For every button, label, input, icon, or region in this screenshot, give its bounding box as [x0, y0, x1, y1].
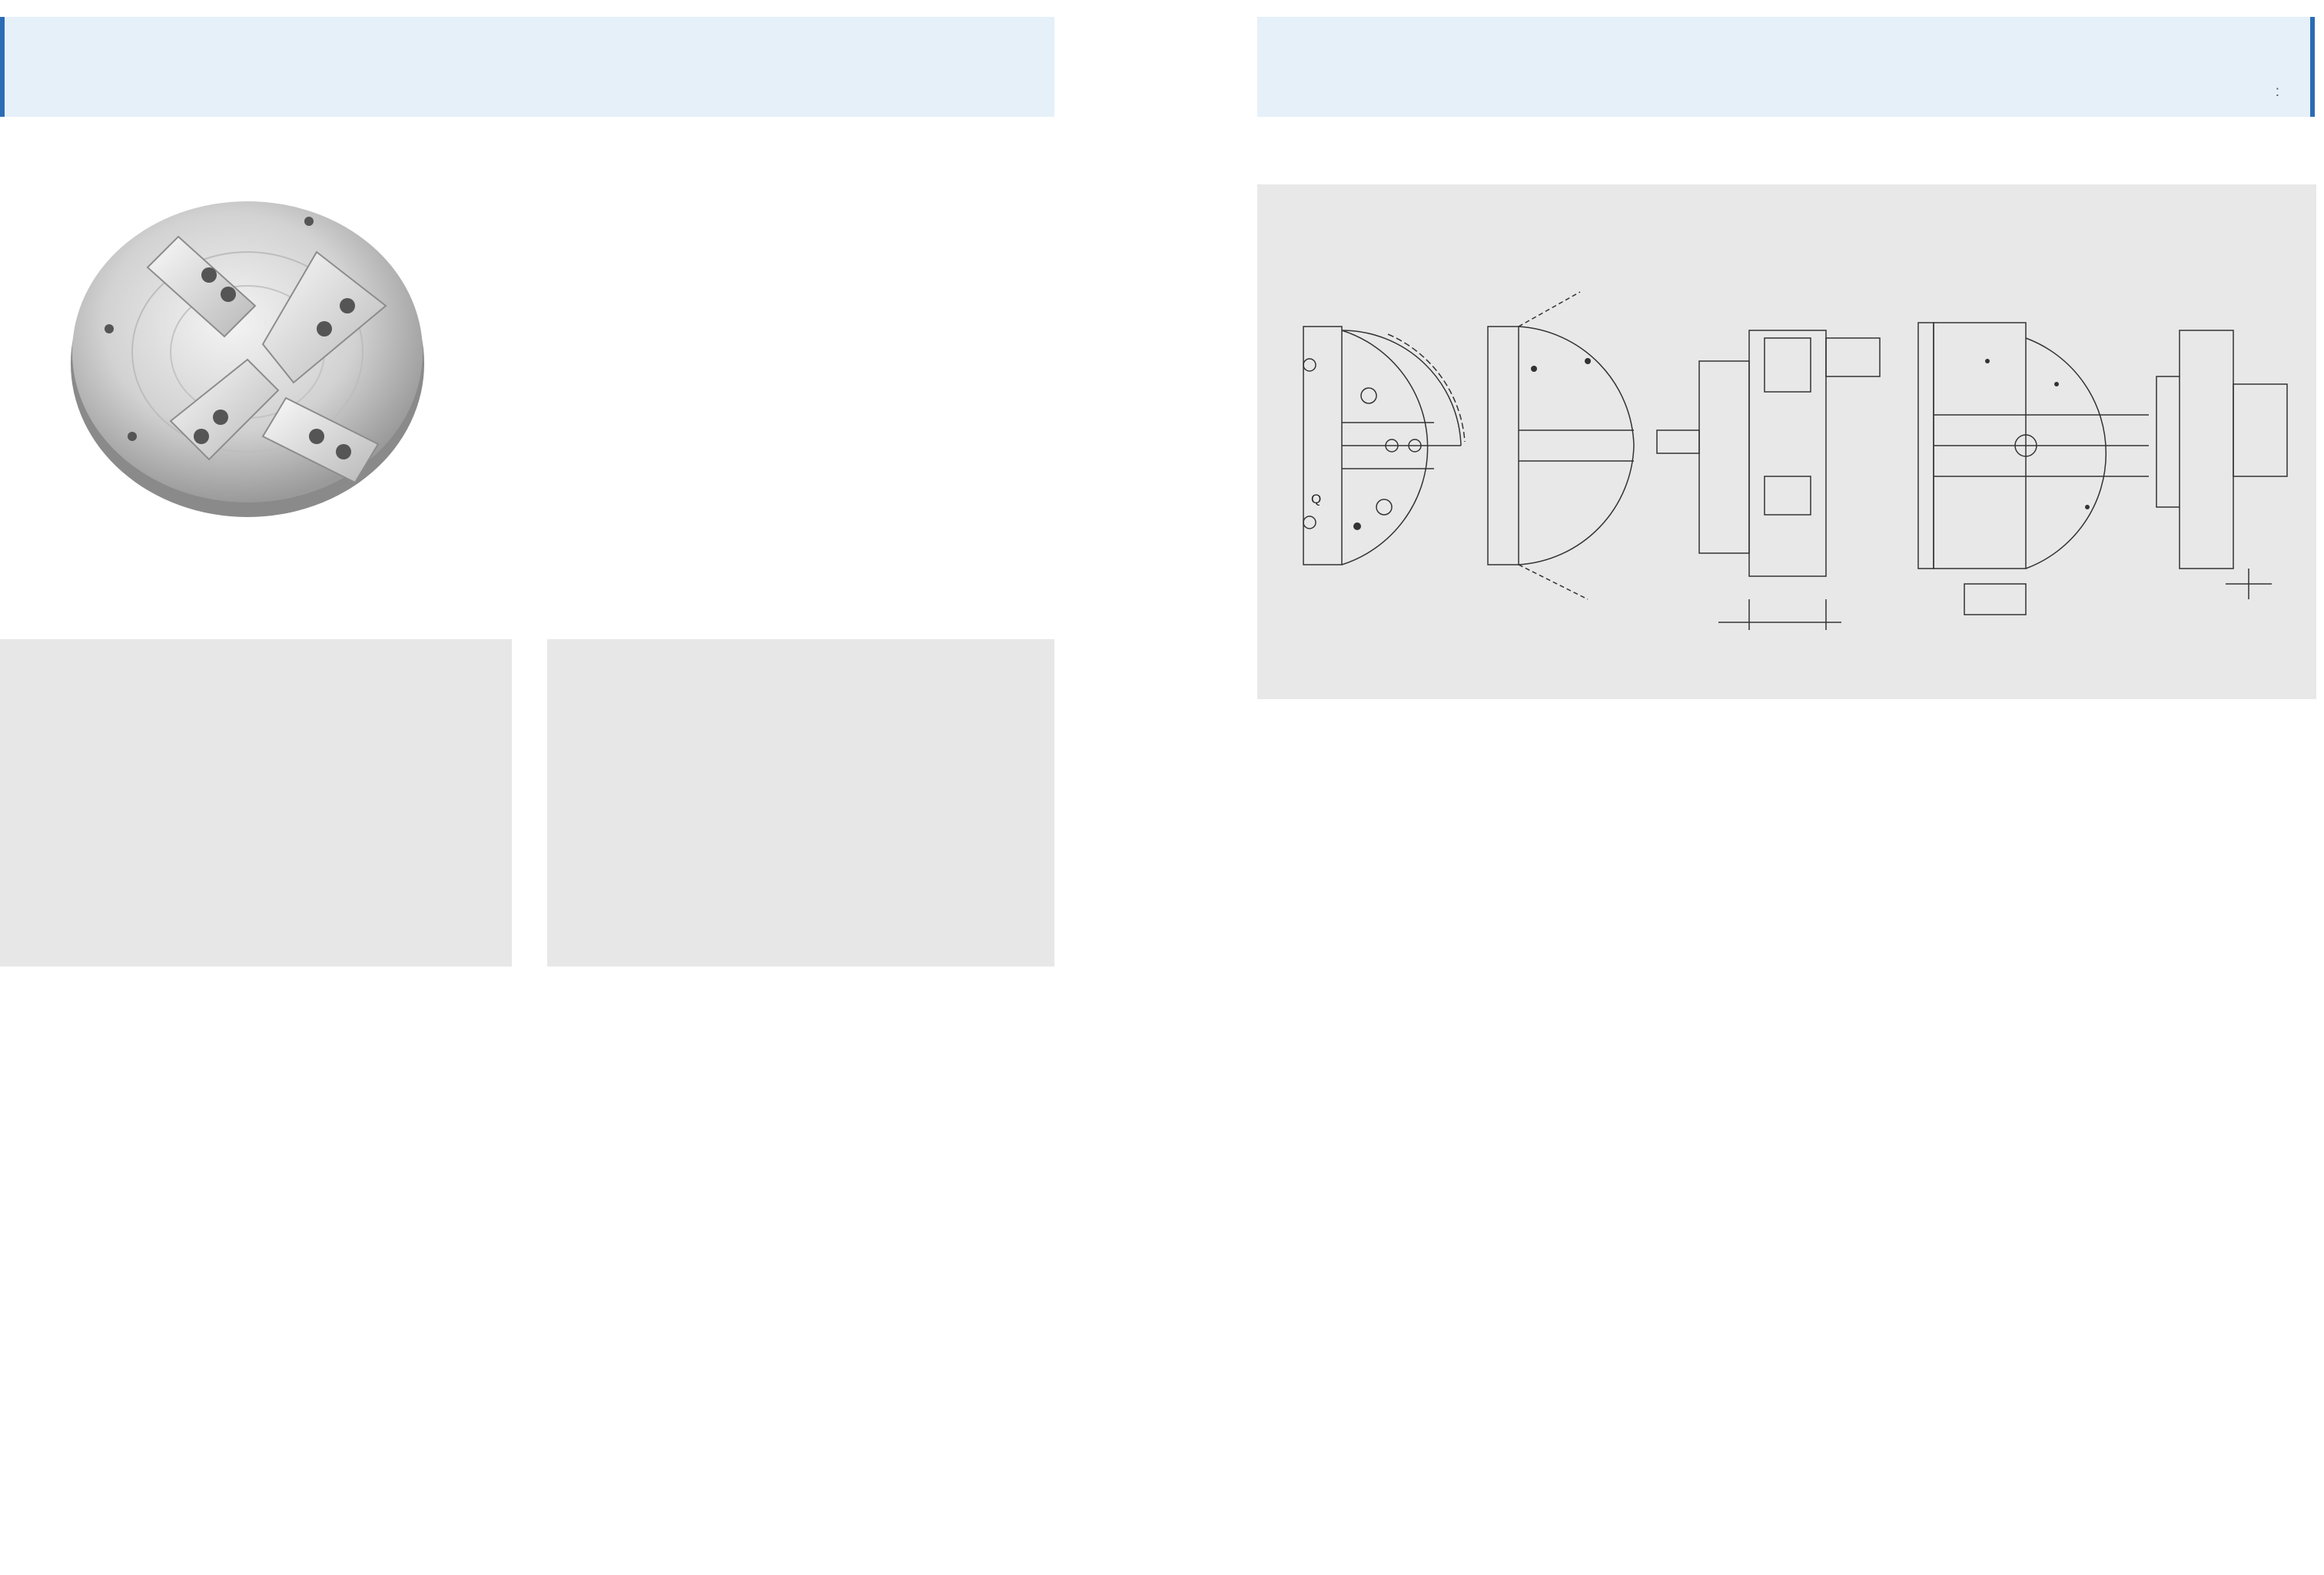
svg-text:Q: Q [1311, 492, 1322, 506]
drawing-views [1257, 184, 2316, 699]
chart-2 [547, 639, 1054, 967]
chart-box-2 [547, 639, 1054, 967]
chart-box-1 [0, 639, 512, 967]
chart-1 [0, 639, 512, 967]
chuck-photo [63, 191, 432, 529]
technical-drawing [1257, 184, 2316, 699]
clamping-range: : [2275, 84, 2279, 100]
application-block [494, 275, 1047, 286]
right-header-bar [1257, 17, 2315, 117]
left-header-bar [0, 17, 1054, 117]
